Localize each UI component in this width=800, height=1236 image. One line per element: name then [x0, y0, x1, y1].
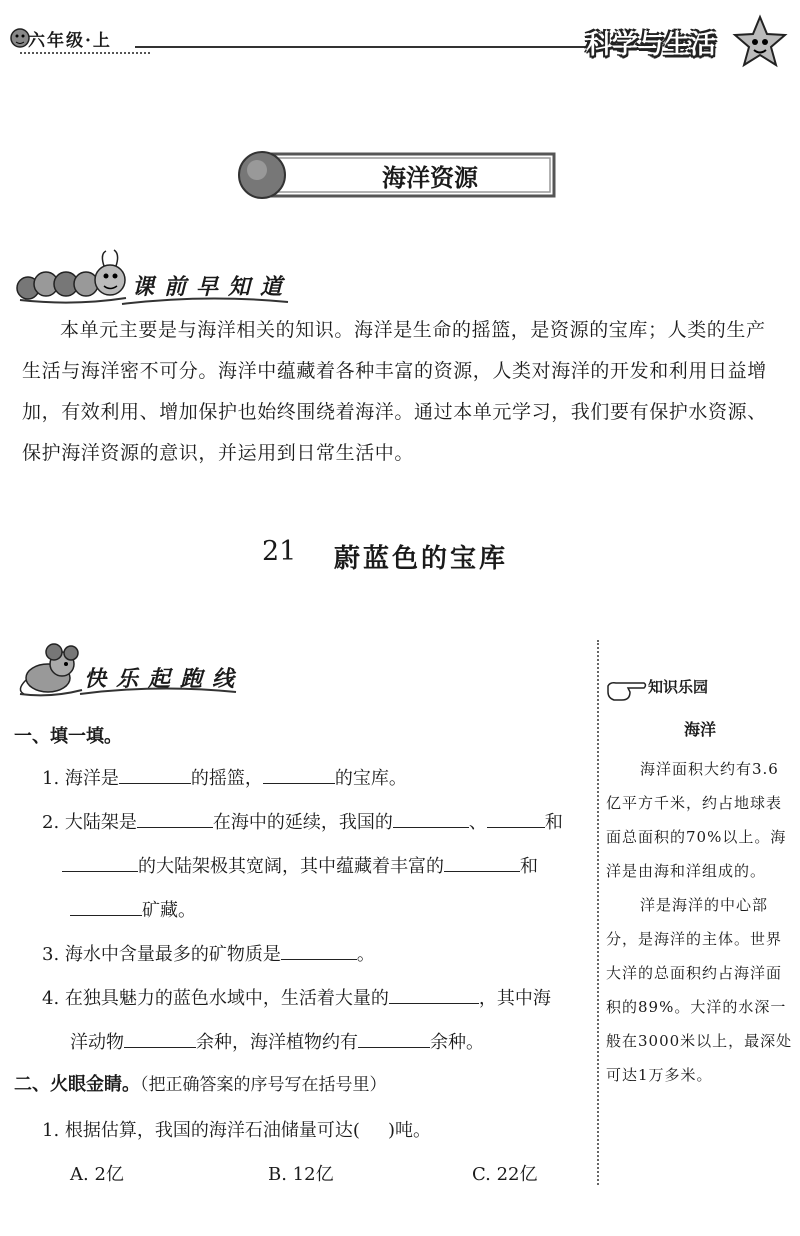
- mc-question-1: [42, 1112, 431, 1150]
- sidebar-paragraph: 洋是海洋的中心部分，是海洋的主体。世界大洋的总面积约占海洋面积的89%。大洋的水深一般在3000米以上，最深处可达1万多米。: [606, 896, 793, 1084]
- answer-blank[interactable]: [281, 939, 357, 960]
- question-4-cont: [70, 1024, 484, 1062]
- answer-blank[interactable]: [119, 763, 191, 784]
- part2-heading-row: [14, 1070, 387, 1096]
- section-underline: [78, 684, 238, 698]
- part2-note: （把正确答案的序号写在括号里）: [140, 1075, 387, 1095]
- star-mascot-icon: [732, 14, 788, 70]
- answer-blank[interactable]: [358, 1027, 430, 1048]
- question-1: [42, 760, 407, 798]
- lesson-number: 21: [262, 536, 297, 567]
- caterpillar-icon: [14, 248, 130, 310]
- question-text: 的摇篮，: [190, 768, 263, 789]
- answer-blank[interactable]: [389, 983, 479, 1004]
- question-3: [42, 936, 375, 974]
- unit-title: 海洋资源: [382, 164, 478, 192]
- question-number: 4.: [42, 988, 60, 1009]
- question-text: 矿藏。: [142, 900, 196, 921]
- mc-option-c[interactable]: C. 22亿: [472, 1164, 538, 1185]
- answer-blank[interactable]: [263, 763, 335, 784]
- question-2: [42, 804, 563, 842]
- header-brand: 科学与生活: [586, 30, 717, 60]
- question-text: 海水中含量最多的矿物质是: [64, 944, 281, 965]
- question-text: )吨。: [387, 1120, 431, 1141]
- mouse-icon: [16, 640, 86, 698]
- question-text: 、: [468, 812, 487, 833]
- knowledge-sidebar: [606, 676, 794, 1092]
- header-rule: [135, 46, 610, 48]
- mc-option-a[interactable]: A. 2亿: [70, 1164, 124, 1185]
- question-text: 和: [544, 812, 563, 833]
- answer-blank[interactable]: [137, 807, 213, 828]
- question-text: 的大陆架极其宽阔，其中蕴藏着丰富的: [138, 856, 444, 877]
- section-underline: [120, 294, 290, 308]
- question-number: 1.: [42, 768, 60, 789]
- question-2-cont: [62, 848, 538, 886]
- answer-blank[interactable]: [444, 851, 520, 872]
- question-text: ，其中海: [478, 988, 551, 1009]
- question-text: 海洋是: [64, 768, 119, 789]
- section-title-preview: 课前早知道: [132, 275, 293, 300]
- column-divider: [597, 640, 599, 1185]
- question-text: 洋动物: [70, 1032, 124, 1053]
- answer-blank[interactable]: [62, 851, 138, 872]
- answer-blank[interactable]: [70, 895, 142, 916]
- question-text: 在独具魅力的蓝色水域中，生活着大量的: [64, 988, 389, 1009]
- sidebar-title: 海洋: [683, 720, 716, 739]
- answer-blank[interactable]: [393, 807, 469, 828]
- header-dotted-line: [20, 52, 150, 54]
- sidebar-paragraph: 海洋面积大约有3.6亿平方千米，约占地球表面总面积的70%以上。海洋是由海和洋组成的。: [606, 760, 787, 880]
- question-4: [42, 980, 551, 1018]
- question-number: 1.: [42, 1120, 60, 1141]
- part1-heading: 一、填一填。: [14, 726, 122, 747]
- question-number: 3.: [42, 944, 60, 965]
- answer-blank[interactable]: [124, 1027, 196, 1048]
- question-text: 和: [520, 856, 538, 877]
- mc-option-b[interactable]: B. 12亿: [268, 1164, 334, 1185]
- section-title-start: 快乐起跑线: [84, 667, 245, 692]
- question-number: 2.: [42, 812, 60, 833]
- header-grade: 六年级·上: [28, 31, 112, 51]
- question-text: 在海中的延续，我国的: [212, 812, 393, 833]
- question-text: 根据估算，我国的海洋石油储量可达(: [64, 1120, 360, 1141]
- question-text: 的宝库。: [334, 768, 407, 789]
- intro-paragraph: 本单元主要是与海洋相关的知识。海洋是生命的摇篮，是资源的宝库；人类的生产生活与海洋密不可分。海洋中蕴藏着各种丰富的资源，人类对海洋的开发和利用日益增加，有效利用、增加保护也始终围绕着海洋。通过本单元学习，我们要有保护水资源、保护海洋资源的意识，并运用到日常生活中。: [22, 319, 767, 464]
- sidebar-heading: 知识乐园: [648, 678, 709, 696]
- question-text: 。: [356, 944, 375, 965]
- question-text: 余种，海洋植物约有: [196, 1032, 358, 1053]
- question-2-cont2: [70, 892, 196, 930]
- part2-heading: 二、火眼金睛。: [14, 1074, 140, 1095]
- question-text: 大陆架是: [64, 812, 137, 833]
- answer-blank[interactable]: [487, 807, 545, 828]
- lesson-title: 蔚蓝色的宝库: [334, 544, 509, 574]
- question-text: 余种。: [430, 1032, 484, 1053]
